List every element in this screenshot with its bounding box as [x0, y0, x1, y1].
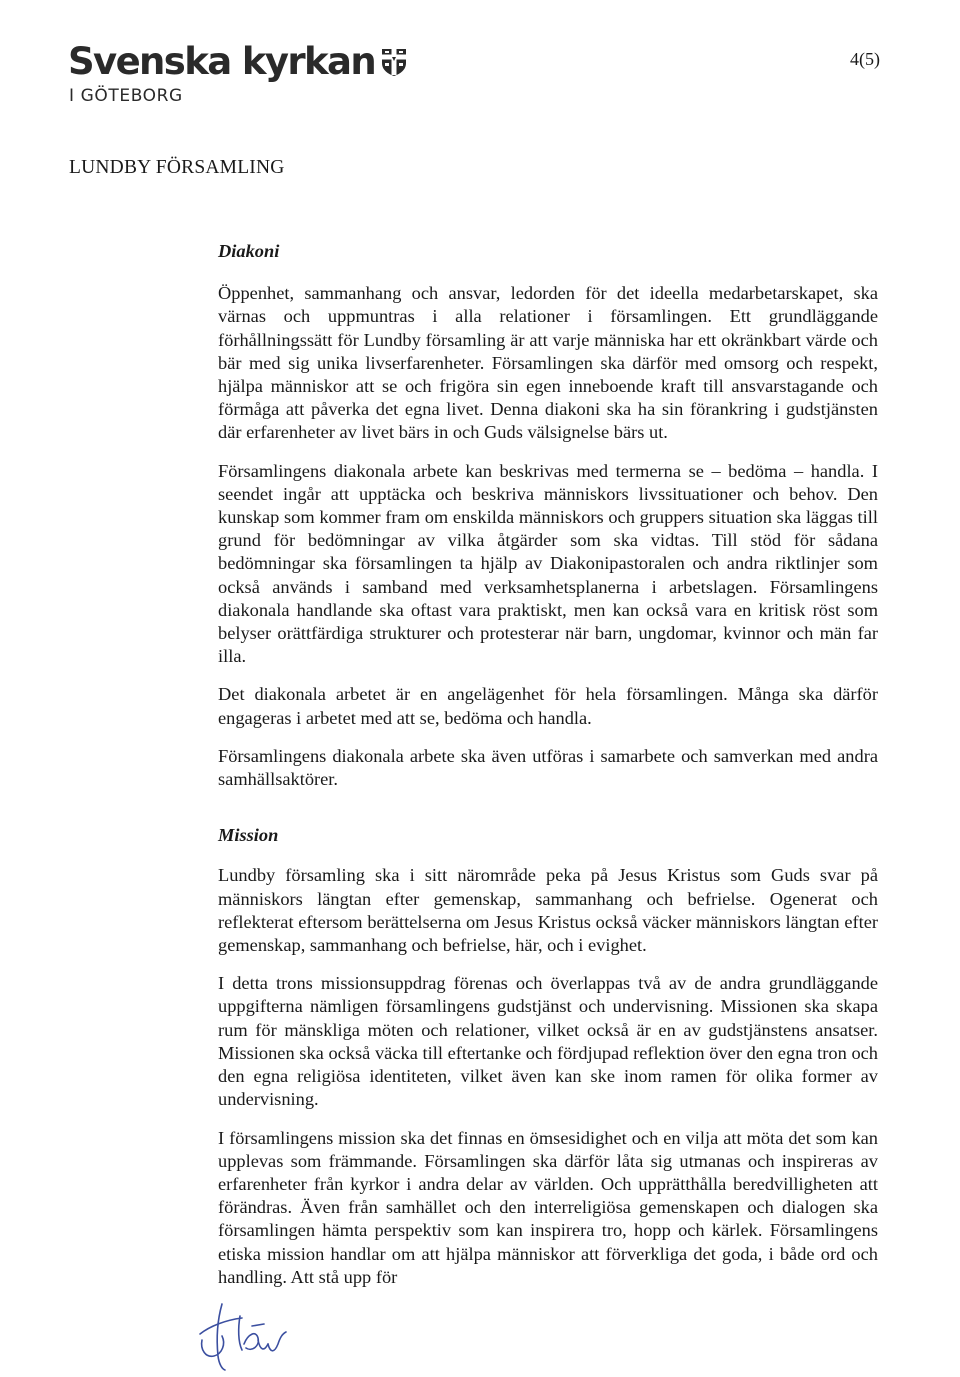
section-heading-diakoni: Diakoni: [218, 241, 280, 261]
logo-subtitle: I GÖTEBORG: [69, 86, 183, 106]
signature-initials: [196, 1300, 306, 1372]
paragraph: Lundby församling ska i sitt närområde peka på Jesus Kristus som Guds svar på människors längtan efter gemenskap, sammanhang och befrielse. Ogenerat och reflekterat eftersom berättelserna om Jesus Kristus också väcker människors längtan efter gemenskap, sammanhang och befrielse, här, och i evighet.: [218, 865, 878, 956]
svenska-kyrkan-logo: [68, 40, 409, 106]
church-cross-icon: [379, 43, 409, 77]
paragraph: I detta trons missionsuppdrag förenas och överlappas två av de andra grundläggande uppgifterna nämligen församlingens gudstjänst och undervisning. Missionen ska skapa rum för mänskliga möten och relationer, vilket också är en av gudstjänstens ansatser. Missionen ska också väcka till eftertanke och fördjupad reflektion över den egna tron och den egna religiösa identiteten, vilket även kan ske inom ramen för olika former av undervisning.: [218, 973, 878, 1110]
page-number: 4(5): [850, 49, 880, 69]
paragraph: Det diakonala arbetet är en angelägenhet för hela församlingen. Många ska därför engageras i arbetet med att se, bedöma och handla.: [218, 684, 878, 728]
paragraph: Församlingens diakonala arbete kan beskrivas med termerna se – bedöma – handla. I seendet ingår att upptäcka och beskriva människors livssituationer och behov. Den kunskap som kommer fram om enskilda människors och gruppers situation ska läggas till grund för bedömningar av vilka åtgärder som ska vidtas. Till stöd för sådana bedömningar ska församlingen ta hjälp av Diakonipastoralen och andra riktlinjer som också används i samband med verksamhetsplanerna i arbetslagen. Församlingens diakonala handlande ska oftast vara praktiskt, men kan också vara en kritisk röst som belyser orättfärdiga strukturer och protesterar när barn, ungdomar, kvinnor och män far illa.: [218, 460, 878, 667]
section-heading-mission: Mission: [218, 825, 279, 846]
document-body: [218, 240, 878, 1289]
parish-name: LUNDBY FÖRSAMLING: [69, 157, 285, 178]
logo-wordmark: Svenska kyrkan: [68, 40, 376, 83]
paragraph: Församlingens diakonala arbete ska även utföras i samarbete och samverkan med andra samhällsaktörer.: [218, 745, 878, 790]
paragraph: Öppenhet, sammanhang och ansvar, ledorden för det ideella medarbetarskapet, ska värnas och uppmuntras i alla relationer i församlingen. Ett grundläggande förhållningssätt för Lundby församling är att varje människa har ett okränkbart värde och bär med sig unika livserfarenheter. Församlingen ska därför med omsorg och respekt, hjälpa människor att se och frigöra sin egen inneboende kraft till ansvarstagande och förmåga att påverka det egna livet. Denna diakoni ska ha sin förankring i gudstjänsten där erfarenheter av livet bärs in och Guds välsignelse bärs ut.: [218, 283, 878, 443]
paragraph: I församlingens mission ska det finnas en ömsesidighet och en vilja att möta det som kan upplevas som främmande. Församlingen ska därför låta sig utmanas och inspireras av erfarenheter från kyrkor i andra delar av världen. Och upprätthålla beredvilligheten att förändras. Även från samhället och den interreligiösa gemenskapen och dialogen ska församlingen hämta perspektiv som kan inspirera tro, hopp och kärlek. Församlingens etiska mission handlar om att hjälpa människor att förverkliga det goda, i både ord och handling. Att stå upp för: [218, 1127, 878, 1287]
